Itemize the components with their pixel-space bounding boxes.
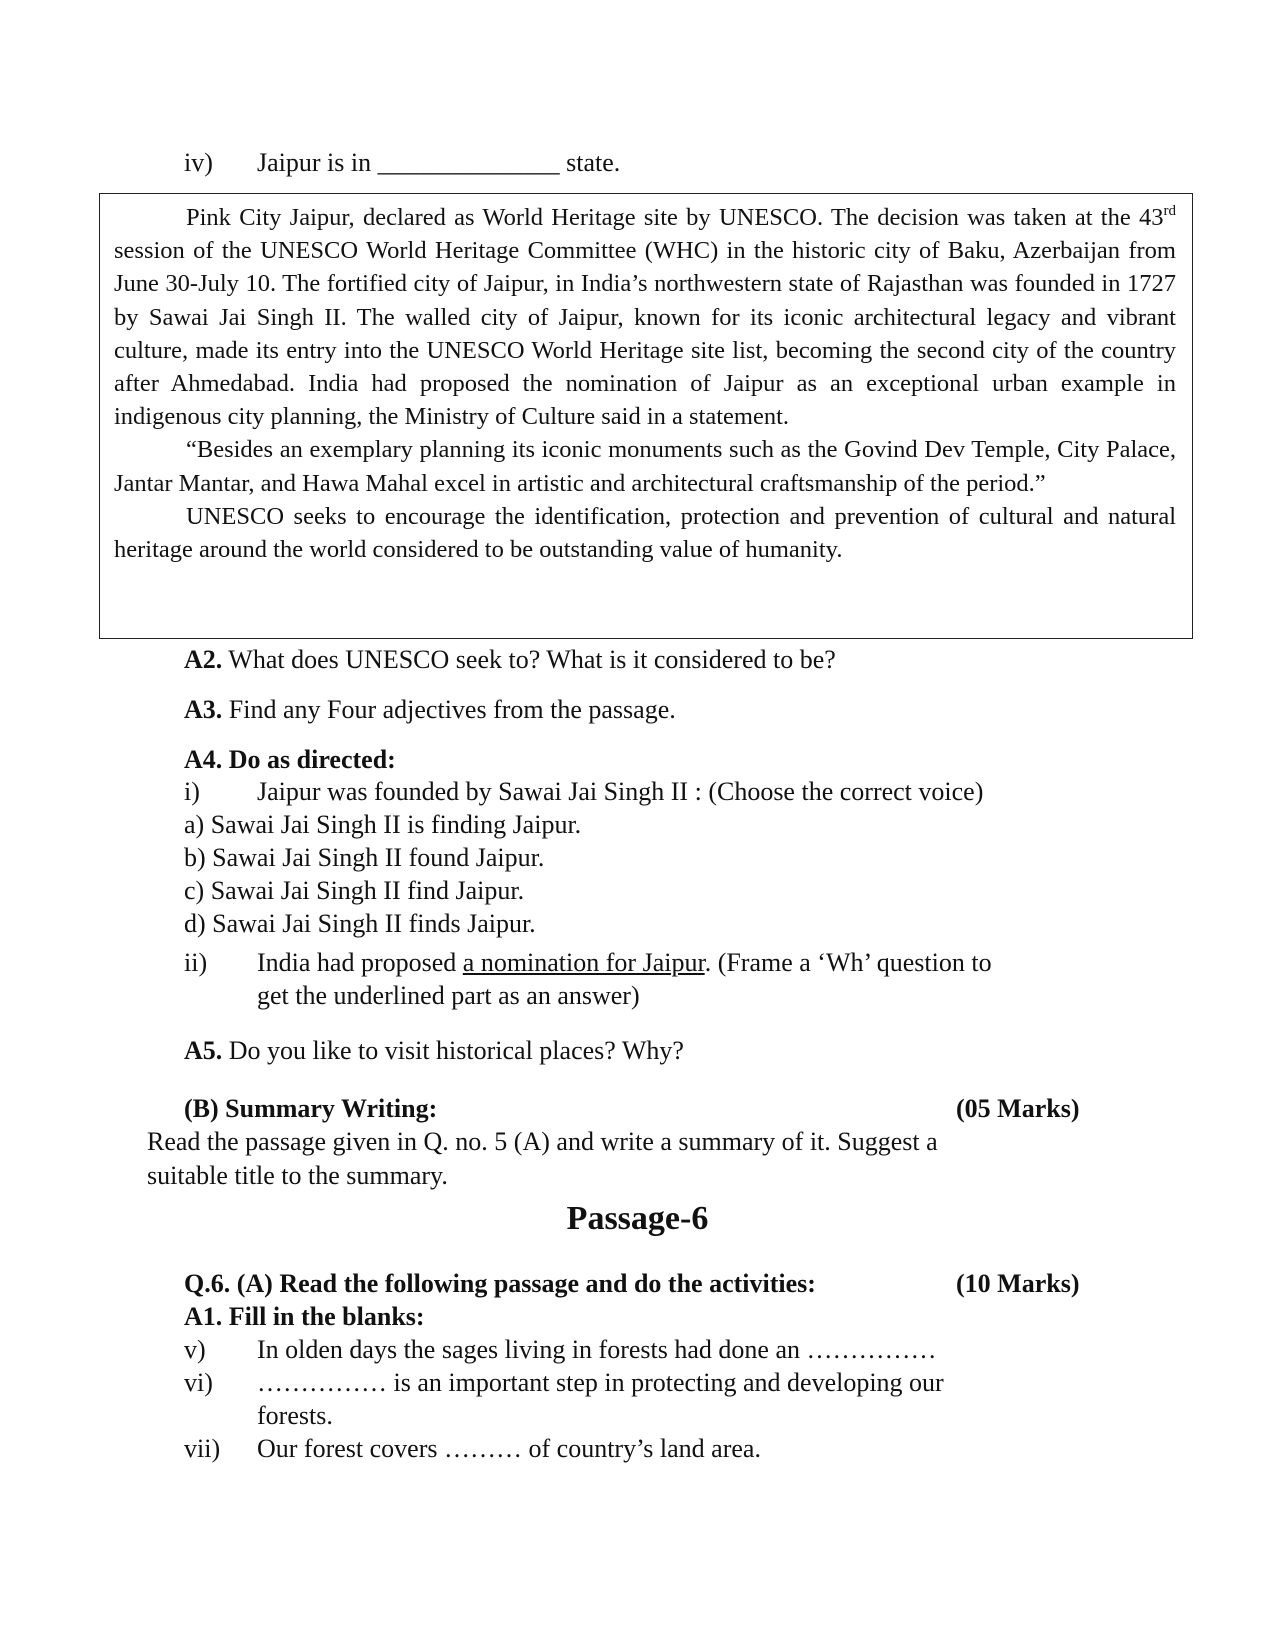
question-text: Jaipur is in ______________ state. — [257, 148, 621, 177]
q6-marks: (10 Marks) — [956, 1269, 1080, 1298]
item-text: …………… is an important step in protecting and developing our — [257, 1368, 944, 1397]
option-b: b) Sawai Jai Singh II found Jaipur. — [184, 843, 545, 872]
option-a: a) Sawai Jai Singh II is finding Jaipur. — [184, 810, 582, 839]
passage-p1-start: Pink City Jaipur, declared as World Heritage site by UNESCO. The decision was taken at the 43 — [186, 204, 1164, 231]
a4-heading: A4. Do as directed: — [184, 745, 396, 774]
question-a2 — [184, 644, 836, 676]
item-text: In olden days the sages living in forests had done an …………… — [257, 1335, 937, 1364]
passage-paragraph-1 — [114, 201, 1176, 433]
item-number: ii) — [184, 948, 208, 977]
item-number: i) — [184, 777, 200, 806]
underlined-phrase: a nomination for Jaipur — [462, 948, 705, 977]
question-a3 — [184, 694, 676, 726]
question-number: iv) — [184, 148, 213, 177]
question-label: A5. — [184, 1036, 223, 1065]
a1-heading: A1. Fill in the blanks: — [184, 1302, 425, 1331]
question-a5 — [184, 1035, 684, 1067]
passage-box — [99, 193, 1193, 639]
item-text: forests. — [257, 1401, 333, 1430]
item-text — [257, 947, 992, 979]
passage-paragraph-3: UNESCO seeks to encourage the identification, protection and prevention of cultural and natural heritage around the world considered to be outstanding value of humanity. — [114, 502, 1176, 564]
passage-p1-end: session of the UNESCO World Heritage Committee (WHC) in the historic city of Baku, Azerbaijan from June 30-July 10. The fortified city of Jaipur, in India’s northwestern state of Rajasthan was founded in 1727 by Sawai Jai Singh II. The walled city of Jaipur, known for its iconic architectural legacy and vibrant culture, made its entry into the UNESCO World Heritage site list, becoming the second city of the country after Ahmedabad. India had proposed the nomination of Jaipur as an exceptional urban example in indigenous city planning, the Ministry of Culture said in a statement. — [114, 237, 1176, 431]
question-text: Do you like to visit historical places? Why? — [222, 1036, 684, 1065]
summary-marks: (05 Marks) — [956, 1094, 1080, 1123]
item-text: Jaipur was founded by Sawai Jai Singh II : (Choose the correct voice) — [257, 777, 984, 806]
superscript: rd — [1163, 203, 1176, 219]
q6-heading: Q.6. (A) Read the following passage and do the activities: — [184, 1269, 816, 1298]
question-label: A3. — [184, 695, 223, 724]
passage-6-title: Passage-6 — [566, 1200, 709, 1237]
a4-item-ii-line2: get the underlined part as an answer) — [257, 981, 640, 1010]
option-c: c) Sawai Jai Singh II find Jaipur. — [184, 876, 525, 905]
item-text: Our forest covers ……… of country’s land area. — [257, 1434, 761, 1463]
summary-instruction-line2: suitable title to the summary. — [147, 1161, 448, 1190]
option-d: d) Sawai Jai Singh II finds Jaipur. — [184, 909, 536, 938]
item-number: v) — [184, 1335, 206, 1364]
passage-paragraph-2: “Besides an exemplary planning its iconic monuments such as the Govind Dev Temple, City Palace, Jantar Mantar, and Hawa Mahal excel in artistic and architectural craftsmanship of the period.” — [114, 436, 1176, 497]
question-text: Find any Four adjectives from the passage. — [222, 695, 676, 724]
item-number: vii) — [184, 1434, 221, 1463]
summary-heading: (B) Summary Writing: — [184, 1094, 438, 1123]
summary-instruction-line1: Read the passage given in Q. no. 5 (A) and write a summary of it. Suggest a — [147, 1127, 938, 1156]
item-text-pre: India had proposed — [257, 948, 463, 977]
item-number: vi) — [184, 1368, 213, 1397]
question-label: A2. — [184, 645, 223, 674]
question-text: What does UNESCO seek to? What is it considered to be? — [222, 645, 836, 674]
passage-text — [114, 201, 1176, 566]
item-text-post: . (Frame a ‘Wh’ question to — [704, 948, 992, 977]
